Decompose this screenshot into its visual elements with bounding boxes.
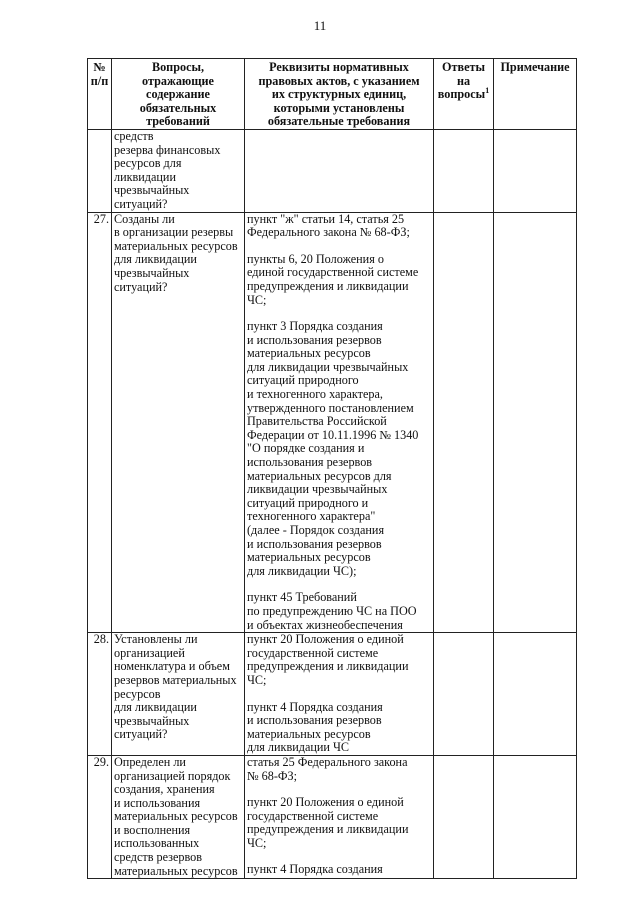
legal-act-line: материальных ресурсов bbox=[247, 550, 371, 565]
question-cell bbox=[112, 212, 245, 633]
question-line: материальных ресурсов bbox=[114, 809, 238, 824]
legal-act-line: "О порядке создания и bbox=[247, 441, 365, 456]
question-line: Установлены ли bbox=[114, 632, 198, 647]
header-line: № bbox=[93, 60, 106, 74]
legal-acts-cell bbox=[245, 212, 434, 633]
legal-act-line: для ликвидации чрезвычайных bbox=[247, 359, 409, 374]
question-line: Определен ли bbox=[114, 754, 186, 769]
legal-act-line: пункт 4 Порядка создания bbox=[247, 699, 383, 714]
question-line: создания, хранения bbox=[114, 782, 215, 797]
header-answers bbox=[434, 59, 494, 130]
question-line: чрезвычайных bbox=[114, 265, 190, 280]
legal-act-line: ЧС; bbox=[247, 292, 267, 307]
header-line: п/п bbox=[90, 73, 109, 88]
answer-cell[interactable] bbox=[434, 633, 494, 756]
header-line: которыми установлены bbox=[273, 100, 405, 115]
question-line: резерва финансовых bbox=[114, 142, 221, 157]
header-line: Реквизиты нормативных bbox=[269, 60, 409, 74]
table-header-row bbox=[88, 59, 577, 130]
legal-act-line: пункт 4 Порядка создания bbox=[247, 862, 383, 877]
header-line: требований bbox=[146, 114, 210, 129]
question-cell bbox=[112, 129, 245, 212]
row-number: 27. bbox=[88, 212, 112, 633]
answer-cell[interactable] bbox=[434, 755, 494, 878]
legal-act-line: пункты 6, 20 Положения о bbox=[247, 251, 384, 266]
legal-act-line: статья 25 Федерального закона bbox=[247, 754, 408, 769]
legal-act-line: предупреждения и ликвидации bbox=[247, 659, 409, 674]
footnote-mark: 1 bbox=[485, 86, 490, 96]
legal-act-line: пункт "ж" статьи 14, статья 25 bbox=[247, 211, 405, 226]
header-line: содержание bbox=[146, 87, 210, 102]
legal-acts-cell bbox=[245, 633, 434, 756]
paragraph-gap bbox=[247, 688, 431, 701]
legal-act-line: материальных ресурсов bbox=[247, 726, 371, 741]
question-line: ресурсов bbox=[114, 686, 161, 701]
table-row bbox=[88, 212, 577, 633]
legal-act-line: (далее - Порядок создания bbox=[247, 523, 385, 537]
legal-act-line: и использования резервов bbox=[247, 713, 382, 728]
legal-act-line: для ликвидации ЧС bbox=[247, 740, 350, 755]
legal-act-line: № 68-ФЗ; bbox=[247, 768, 298, 783]
question-line: ситуаций? bbox=[114, 727, 168, 742]
table-row bbox=[88, 129, 577, 212]
legal-act-line: ситуаций природного и bbox=[247, 495, 369, 510]
note-cell[interactable] bbox=[494, 633, 577, 756]
legal-acts-cell bbox=[245, 129, 434, 212]
legal-act-line: использования резервов bbox=[247, 455, 373, 470]
legal-act-line: ликвидации чрезвычайных bbox=[247, 482, 388, 497]
question-line: организацией порядок bbox=[114, 768, 231, 783]
question-line: в организации резервы bbox=[114, 225, 234, 240]
legal-act-line: пункт 20 Положения о единой bbox=[247, 632, 404, 647]
header-question bbox=[112, 59, 245, 130]
legal-act-line: утвержденного постановлением bbox=[247, 400, 414, 415]
header-answers-line-2: на bbox=[456, 73, 471, 88]
question-line: средств резервов bbox=[114, 850, 202, 865]
legal-act-line: для ликвидации ЧС); bbox=[247, 563, 357, 578]
header-line: обязательные требования bbox=[267, 114, 411, 129]
table-row bbox=[88, 633, 577, 756]
question-line: средств bbox=[114, 128, 154, 143]
question-line: чрезвычайных bbox=[114, 183, 190, 198]
question-cell bbox=[112, 755, 245, 878]
question-cell bbox=[112, 633, 245, 756]
question-line: организацией bbox=[114, 645, 185, 660]
legal-act-line: предупреждения и ликвидации bbox=[247, 822, 409, 837]
legal-act-line: государственной системе bbox=[247, 645, 379, 660]
header-acts bbox=[245, 59, 434, 130]
question-line: резервов материальных bbox=[114, 672, 237, 687]
legal-act-line: и объектах жизнеобеспечения bbox=[247, 617, 403, 632]
legal-act-line: Федерации от 10.11.1996 № 1340 bbox=[247, 427, 419, 442]
question-line: для ликвидации bbox=[114, 252, 197, 267]
legal-act-line: государственной системе bbox=[247, 808, 379, 823]
note-cell[interactable] bbox=[494, 212, 577, 633]
row-number: 28. bbox=[88, 633, 112, 756]
table-row bbox=[88, 755, 577, 878]
question-line: материальных ресурсов bbox=[114, 863, 238, 878]
header-line: их структурных единиц, bbox=[271, 87, 407, 102]
legal-act-line: техногенного характера" bbox=[247, 509, 376, 524]
legal-act-line: пункт 20 Положения о единой bbox=[247, 795, 404, 810]
legal-act-line: ситуаций природного bbox=[247, 373, 359, 388]
legal-act-line: материальных ресурсов для bbox=[247, 468, 392, 483]
page-number: 11 bbox=[313, 18, 327, 33]
legal-act-line: пункт 3 Порядка создания bbox=[247, 319, 383, 334]
legal-act-line: и использования резервов bbox=[247, 536, 382, 551]
question-line: ликвидации bbox=[114, 169, 176, 184]
legal-act-line: Федерального закона № 68-ФЗ; bbox=[247, 225, 410, 240]
legal-act-line: материальных ресурсов bbox=[247, 346, 371, 361]
question-line: номенклатура и объем bbox=[114, 659, 230, 674]
requirements-table bbox=[87, 58, 577, 879]
question-line: для ликвидации bbox=[114, 700, 197, 715]
note-cell[interactable] bbox=[494, 755, 577, 878]
header-note: Примечание bbox=[494, 59, 577, 130]
question-line: и восполнения bbox=[114, 822, 191, 837]
header-line: правовых актов, с указанием bbox=[258, 73, 420, 88]
question-line: Созданы ли bbox=[114, 211, 175, 226]
legal-act-line: и использования резервов bbox=[247, 332, 382, 347]
header-line: Вопросы, bbox=[151, 60, 205, 74]
note-cell[interactable] bbox=[494, 129, 577, 212]
paragraph-gap bbox=[247, 240, 431, 253]
answer-cell[interactable] bbox=[434, 129, 494, 212]
header-answers-line-3: вопросы$^1$ bbox=[437, 86, 490, 102]
answer-cell[interactable] bbox=[434, 212, 494, 633]
legal-acts-cell bbox=[245, 755, 434, 878]
question-line: ресурсов для bbox=[114, 156, 182, 171]
header-line: отражающие bbox=[142, 73, 214, 88]
header-line: обязательных bbox=[139, 100, 217, 115]
legal-act-line: и техногенного характера, bbox=[247, 387, 383, 402]
legal-act-line: пункт 45 Требований bbox=[247, 590, 357, 605]
legal-act-line: по предупреждению ЧС на ПОО bbox=[247, 603, 417, 618]
question-line: материальных ресурсов bbox=[114, 238, 238, 253]
question-line: использованных bbox=[114, 836, 200, 851]
legal-act-line: ЧС; bbox=[247, 672, 267, 687]
row-number bbox=[88, 129, 112, 212]
question-line: и использования bbox=[114, 795, 201, 810]
question-line: ситуаций? bbox=[114, 196, 168, 211]
legal-act-line: Правительства Российской bbox=[247, 414, 387, 429]
question-line: ситуаций? bbox=[114, 279, 168, 294]
row-number: 29. bbox=[88, 755, 112, 878]
question-line: чрезвычайных bbox=[114, 713, 190, 728]
legal-act-line: ЧС; bbox=[247, 835, 267, 850]
legal-act-line: предупреждения и ликвидации bbox=[247, 278, 409, 293]
header-answers-line-1: Ответы bbox=[442, 60, 485, 74]
legal-act-line: единой государственной системе bbox=[247, 265, 419, 280]
header-number bbox=[88, 59, 112, 130]
